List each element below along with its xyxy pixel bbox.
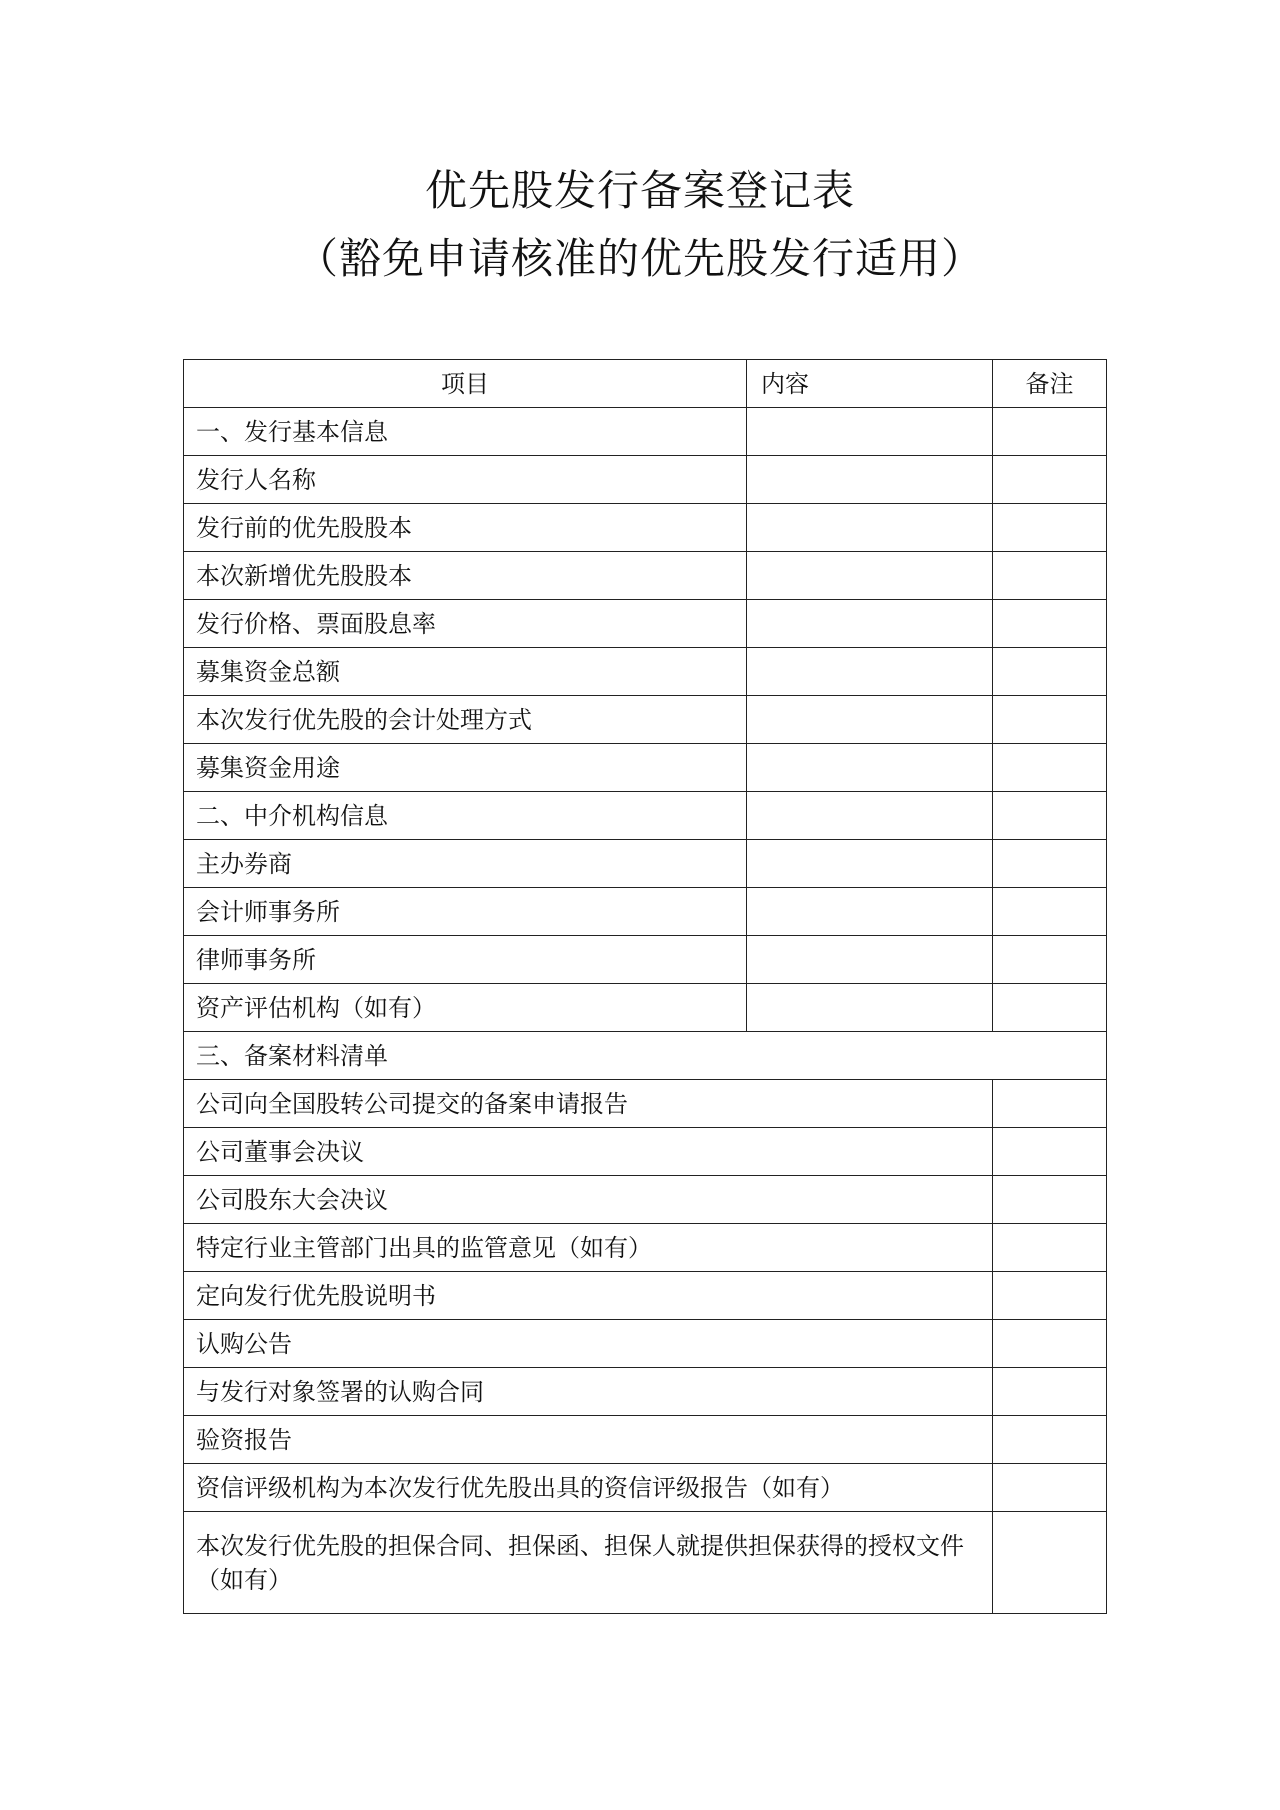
checklist-item: 与发行对象签署的认购合同	[184, 1368, 993, 1416]
remark-cell[interactable]	[993, 504, 1107, 552]
section-heading-row	[184, 792, 1107, 840]
remark-cell[interactable]	[993, 1368, 1107, 1416]
remark-cell[interactable]	[993, 1224, 1107, 1272]
content-cell[interactable]	[747, 936, 993, 984]
remark-cell[interactable]	[993, 456, 1107, 504]
checklist-item: 资信评级机构为本次发行优先股出具的资信评级报告（如有）	[184, 1464, 993, 1512]
table-header-row	[184, 360, 1107, 408]
table-row	[184, 1272, 1107, 1320]
remark-cell[interactable]	[993, 840, 1107, 888]
content-cell[interactable]	[747, 696, 993, 744]
remark-cell[interactable]	[993, 792, 1107, 840]
table-row	[184, 744, 1107, 792]
header-remark: 备注	[993, 360, 1107, 408]
remark-cell[interactable]	[993, 408, 1107, 456]
table-row	[184, 1176, 1107, 1224]
remark-cell[interactable]	[993, 984, 1107, 1032]
checklist-item: 认购公告	[184, 1320, 993, 1368]
section-heading: 一、发行基本信息	[184, 408, 747, 456]
table-row	[184, 888, 1107, 936]
table-row	[184, 1080, 1107, 1128]
form-title: 优先股发行备案登记表	[424, 166, 855, 215]
registration-table	[183, 359, 1107, 1614]
table-row	[184, 1416, 1107, 1464]
section-heading: 三、备案材料清单	[184, 1032, 1107, 1080]
content-cell[interactable]	[747, 840, 993, 888]
remark-cell[interactable]	[993, 552, 1107, 600]
item-label: 发行前的优先股股本	[184, 504, 747, 552]
content-cell[interactable]	[747, 792, 993, 840]
checklist-item: 公司向全国股转公司提交的备案申请报告	[184, 1080, 993, 1128]
table-row	[184, 504, 1107, 552]
item-label: 律师事务所	[184, 936, 747, 984]
remark-cell[interactable]	[993, 1272, 1107, 1320]
table-row	[184, 600, 1107, 648]
table-row	[184, 456, 1107, 504]
remark-cell[interactable]	[993, 1128, 1107, 1176]
item-label: 募集资金用途	[184, 744, 747, 792]
checklist-item: 特定行业主管部门出具的监管意见（如有）	[184, 1224, 993, 1272]
form-subtitle: （豁免申请核准的优先股发行适用）	[295, 234, 984, 283]
item-label: 资产评估机构（如有）	[184, 984, 747, 1032]
content-cell[interactable]	[747, 984, 993, 1032]
remark-cell[interactable]	[993, 1320, 1107, 1368]
checklist-item: 公司股东大会决议	[184, 1176, 993, 1224]
checklist-item: 本次发行优先股的担保合同、担保函、担保人就提供担保获得的授权文件（如有）	[184, 1512, 993, 1614]
table-row	[184, 1224, 1107, 1272]
item-label: 会计师事务所	[184, 888, 747, 936]
remark-cell[interactable]	[993, 744, 1107, 792]
content-cell[interactable]	[747, 888, 993, 936]
checklist-item: 验资报告	[184, 1416, 993, 1464]
table-row	[184, 648, 1107, 696]
item-label: 募集资金总额	[184, 648, 747, 696]
section-heading-row	[184, 408, 1107, 456]
content-cell[interactable]	[747, 504, 993, 552]
table-row	[184, 840, 1107, 888]
remark-cell[interactable]	[993, 1464, 1107, 1512]
table-row	[184, 552, 1107, 600]
item-label: 本次新增优先股股本	[184, 552, 747, 600]
table-row	[184, 936, 1107, 984]
remark-cell[interactable]	[993, 1176, 1107, 1224]
remark-cell[interactable]	[993, 696, 1107, 744]
content-cell[interactable]	[747, 648, 993, 696]
remark-cell[interactable]	[993, 1512, 1107, 1614]
table-row	[184, 1320, 1107, 1368]
remark-cell[interactable]	[993, 936, 1107, 984]
section-heading: 二、中介机构信息	[184, 792, 747, 840]
table-row	[184, 1464, 1107, 1512]
item-label: 发行人名称	[184, 456, 747, 504]
header-item: 项目	[184, 360, 747, 408]
remark-cell[interactable]	[993, 600, 1107, 648]
remark-cell[interactable]	[993, 1080, 1107, 1128]
content-cell[interactable]	[747, 408, 993, 456]
remark-cell[interactable]	[993, 888, 1107, 936]
table-row	[184, 1368, 1107, 1416]
item-label: 发行价格、票面股息率	[184, 600, 747, 648]
content-cell[interactable]	[747, 600, 993, 648]
table-row	[184, 696, 1107, 744]
checklist-item: 公司董事会决议	[184, 1128, 993, 1176]
header-content: 内容	[747, 360, 993, 408]
item-label: 主办券商	[184, 840, 747, 888]
remark-cell[interactable]	[993, 648, 1107, 696]
table-row	[184, 984, 1107, 1032]
content-cell[interactable]	[747, 744, 993, 792]
checklist-item: 定向发行优先股说明书	[184, 1272, 993, 1320]
content-cell[interactable]	[747, 552, 993, 600]
item-label: 本次发行优先股的会计处理方式	[184, 696, 747, 744]
content-cell[interactable]	[747, 456, 993, 504]
remark-cell[interactable]	[993, 1416, 1107, 1464]
table-row	[184, 1512, 1107, 1614]
section-heading-row	[184, 1032, 1107, 1080]
table-row	[184, 1128, 1107, 1176]
